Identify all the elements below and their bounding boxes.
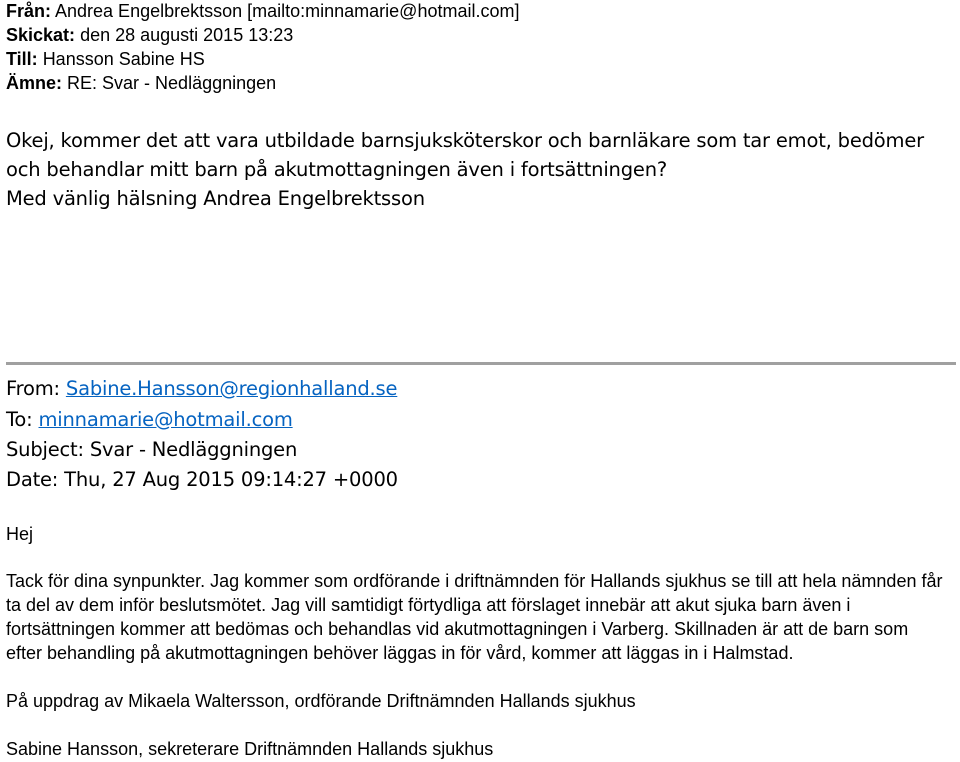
quoted-from-label: From: (6, 377, 60, 400)
quoted-to-line (6, 407, 293, 433)
reply-body (6, 126, 946, 213)
quoted-signature: Sabine Hansson, sekreterare Driftnämnden Hallands sjukhus (6, 739, 494, 759)
quoted-greeting: Hej (6, 524, 34, 544)
header-sent-value: den 28 augusti 2015 13:23 (80, 25, 294, 45)
header-to-value: Hansson Sabine HS (42, 49, 205, 69)
quoted-date-line: Date: Thu, 27 Aug 2015 09:14:27 +0000 (6, 468, 398, 491)
quoted-to-email-link[interactable]: minnamarie@hotmail.com (38, 408, 293, 431)
header-subject-label: Ämne: (6, 73, 63, 93)
quoted-paragraph: Tack för dina synpunkter. Jag kommer som ordförande i driftnämnden för Hallands sjukhus se till att hela nämnden får ta del av dem inför beslutsmötet. Jag vill samtidigt förtydliga att förslaget innebär att akut sjuka barn även i fortsättningen kommer att bedömas och behandlas vid akutmottagningen i Varberg. Skillnaden är att de barn som efter behandling på akutmottagningen behöver läggas in för vård, kommer att läggas in i Halmstad. (6, 571, 943, 663)
header-from-line (6, 0, 520, 22)
quoted-to-label: To: (6, 408, 33, 431)
header-from-label: Från: (6, 1, 51, 21)
quoted-from-line (6, 376, 397, 402)
header-from-value: Andrea Engelbrektsson [mailto:minnamarie@hotmail.com] (55, 1, 520, 21)
reply-signature: Med vänlig hälsning Andrea Engelbrektsson (6, 187, 425, 210)
quoted-subject-line: Subject: Svar - Nedläggningen (6, 438, 298, 461)
header-sent-line (6, 24, 293, 46)
header-subject-value: RE: Svar - Nedläggningen (67, 73, 277, 93)
quoted-on-behalf: På uppdrag av Mikaela Waltersson, ordförande Driftnämnden Hallands sjukhus (6, 691, 636, 711)
reply-paragraph: Okej, kommer det att vara utbildade barnsjuksköterskor och barnläkare som tar emot, bedömer och behandlar mitt barn på akutmottagningen även i fortsättningen? (6, 129, 924, 181)
quoted-from-email-link[interactable]: Sabine.Hansson@regionhalland.se (65, 377, 398, 400)
header-to-line (6, 48, 205, 70)
header-subject-line (6, 72, 276, 94)
header-to-label: Till: (6, 49, 38, 69)
header-sent-label: Skickat: (6, 25, 76, 45)
quote-divider (6, 362, 956, 365)
